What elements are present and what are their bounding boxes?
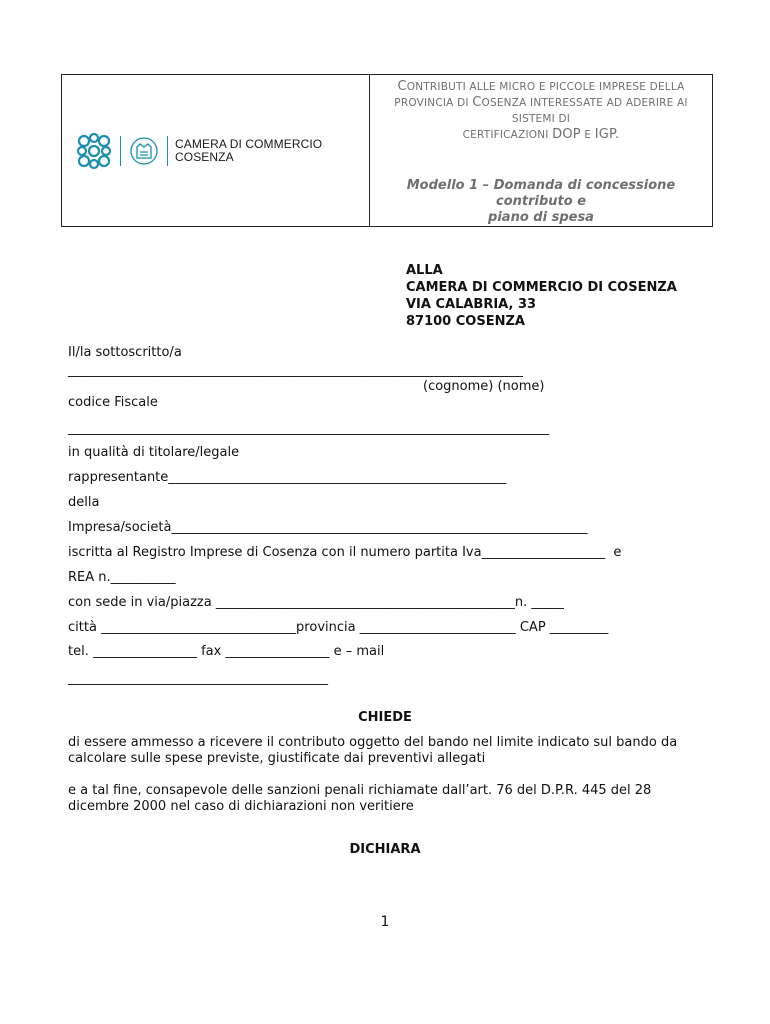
contributi-title-line-3: SISTEMI DI [511,113,571,125]
address-line-3: VIA CALABRIA, 33 [406,297,537,312]
contributi-title [370,79,712,143]
modello-title [370,178,712,226]
logo-text [175,138,322,164]
contributi-title-line-2: PROVINCIA DI COSENZA INTERESSATE AD ADERIRE AI [394,95,688,110]
chiede-paragraph-2: e a tal fine, consapevole delle sanzioni penali richiamate dall’art. 76 del D.P.R. 445 del 28 dicembre 2000 nel caso di dichiarazioni non veritiere [68,783,652,814]
chamber-logo [74,131,322,171]
logo-line-1: CAMERA DI COMMERCIO [175,137,323,151]
recipient-address [406,262,677,330]
contributi-title-line-4: CERTIFICAZIONI DOP E IGP. [462,127,620,142]
cognome-nome-caption: (cognome) (nome) [423,379,545,394]
sottoscritto-label: Il/la sottoscritto/a [68,345,182,360]
partita-iva-field[interactable]: iscritta al Registro Imprese di Cosenza con il numero partita Iva___________________ e [68,545,622,560]
address-line-4: 87100 COSENZA [406,314,525,329]
seal-icon [129,134,159,168]
modello-line-3: piano di spesa [488,210,594,225]
chiede-paragraph-1: di essere ammesso a ricevere il contributo oggetto del bando nel limite indicato sul bando da calcolare sulle spese previste, giustificate dai preventivi allegati [68,735,678,766]
email-blank-field[interactable]: ________________________________________ [68,671,328,686]
address-line-1: ALLA [406,263,443,278]
rappresentante-field[interactable]: rappresentante____________________________________________________ [68,470,507,485]
modello-line-1: Modello 1 – Domanda di concessione [406,178,676,193]
rea-field[interactable]: REA n.__________ [68,570,176,585]
header-title-cell [370,75,712,226]
della-label: della [68,495,100,510]
modello-line-2: contributo e [495,194,587,209]
dichiara-heading: DICHIARA [349,842,421,857]
sede-field[interactable]: con sede in via/piazza ______________________________________________n. _____ [68,595,564,610]
address-line-2: CAMERA DI COMMERCIO DI COSENZA [406,280,677,295]
impresa-field[interactable]: Impresa/società________________________________________________________________ [68,520,588,535]
chiede-heading: CHIEDE [358,710,412,725]
header-box [61,74,713,227]
contributi-title-line-1: CONTRIBUTI ALLE MICRO E PICCOLE IMPRESE DELLA [397,79,685,94]
header-logo-cell [62,75,370,226]
chamber-knot-icon [74,131,114,171]
codice-fiscale-blank-field[interactable]: __________________________________________________________________________ [68,421,549,436]
name-blank-field[interactable]: ______________________________________________________________________ [68,363,523,378]
codice-fiscale-label: codice Fiscale [68,395,158,410]
logo-line-2: COSENZA [175,150,234,164]
tel-fax-email-field[interactable]: tel. ________________ fax ________________ e – mail [68,644,385,659]
page-number: 1 [380,914,390,930]
qualita-label: in qualità di titolare/legale [68,445,240,460]
citta-provincia-cap-field[interactable]: città ______________________________provincia ________________________ CAP _________ [68,620,609,635]
logo-separator [120,136,121,166]
logo-separator-2 [167,136,168,166]
